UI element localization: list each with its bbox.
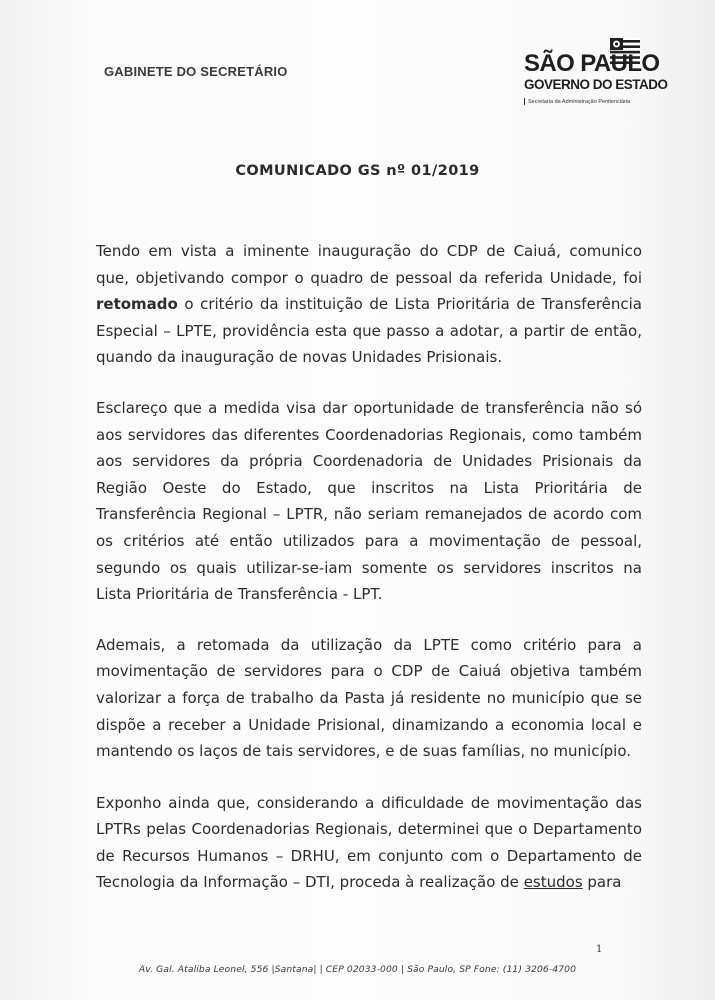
page-number: 1	[596, 944, 603, 955]
paragraph-4-underlined: estudos	[523, 873, 583, 892]
paragraph-1-bold: retomado	[96, 295, 178, 314]
paragraph-4	[96, 790, 642, 896]
paragraph-4-text-a: Exponho ainda que, considerando a dificuldade de movimentação das LPTRs pelas Coordenadorias Regionais, determinei que o Departamento de Recursos Humanos – DRHU, em conjunto com o Departamento de Tecnologia da Informação – DTI, proceda à realização de	[96, 793, 642, 892]
logo-department-text: Secretaria da Administração Penitenciária	[528, 98, 631, 105]
office-heading: GABINETE DO SECRETÁRIO	[104, 64, 288, 79]
logo-state-name: SÃO PAULO	[524, 50, 660, 77]
paragraph-3: Ademais, a retomada da utilização da LPTE como critério para a movimentação de servidores para o CDP de Caiuá objetiva também valorizar a força de trabalho da Pasta já residente no município que se dispõe a receber a Unidade Prisional, dinamizando a economia local e mantendo os laços de tais servidores, e de suas famílias, no município.	[96, 635, 642, 761]
document-title: COMUNICADO GS nº 01/2019	[235, 163, 480, 179]
paragraph-1-text-a: Tendo em vista a iminente inauguração do CDP de Caiuá, comunico que, objetivando compor o quadro de pessoal da referida Unidade, foi	[96, 242, 642, 287]
logo-department	[524, 98, 630, 105]
logo-government: GOVERNO DO ESTADO	[524, 77, 668, 92]
paragraph-2: Esclareço que a medida visa dar oportunidade de transferência não só aos servidores das diferentes Coordenadorias Regionais, como também aos servidores da própria Coordenadoria de Unidades Prisionais da Região Oeste do Estado, que inscritos na Lista Prioritária de Transferência Regional – LPTR, não seriam remanejados de acordo com os critérios até então utilizados para a movimentação de pessoal, segundo os quais utilizar-se-iam somente os servidores inscritos na Lista Prioritária de Transferência - LPT.	[96, 398, 642, 604]
paragraph-1	[96, 238, 642, 371]
paragraph-4-text-b: para	[582, 873, 622, 892]
logo-divider	[524, 98, 525, 105]
paragraph-1-text-b: o critério da instituição de Lista Prioritária de Transferência Especial – LPTE, providência esta que passo a adotar, a partir de então, quando da inauguração de novas Unidades Prisionais.	[96, 295, 642, 367]
document-body	[96, 238, 642, 922]
footer-address: Av. Gal. Ataliba Leonel, 556 |Santana| | CEP 02033-000 | São Paulo, SP Fone: (11) 3206-4700	[138, 964, 577, 975]
